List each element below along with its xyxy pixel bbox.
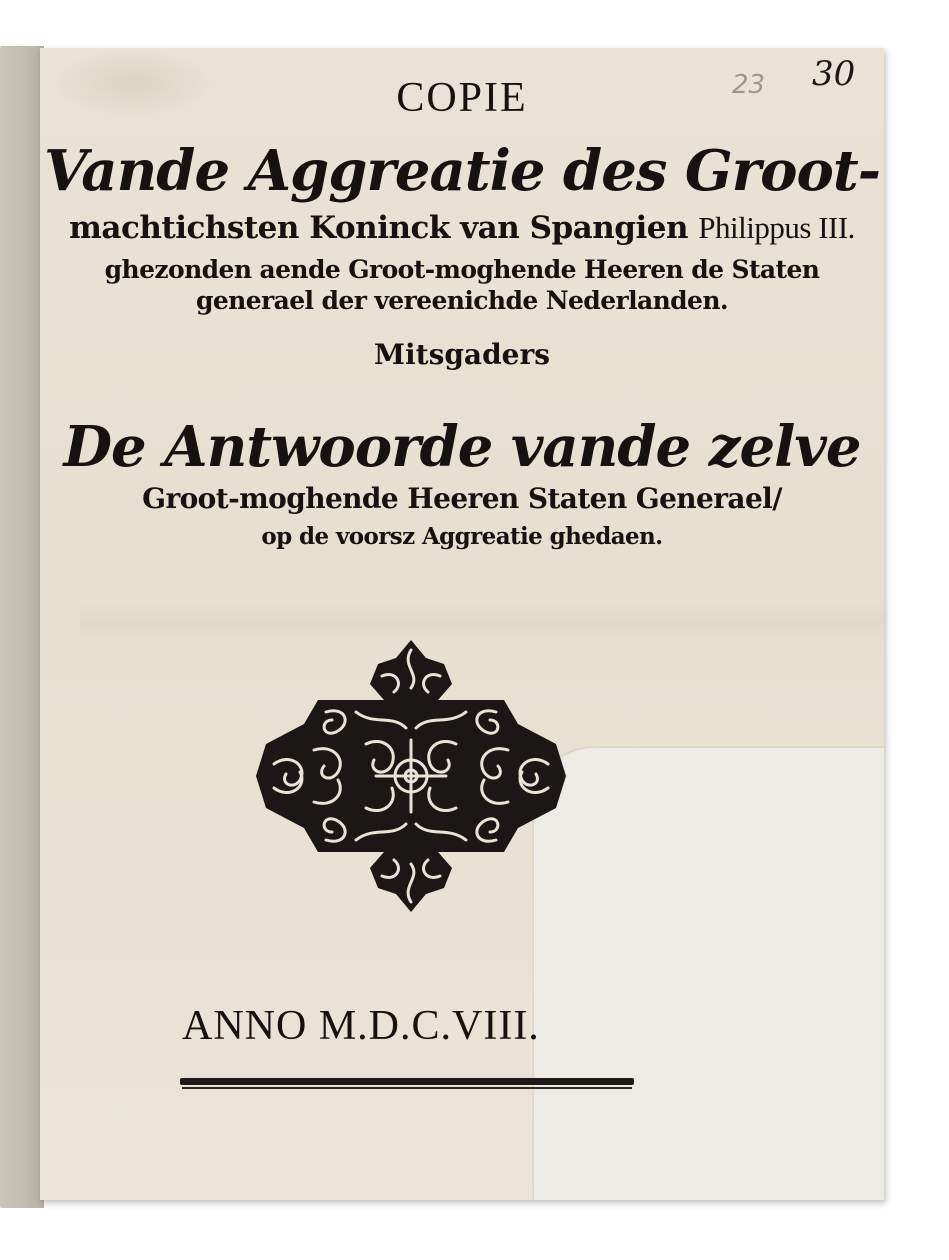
title-line-2 <box>40 210 884 246</box>
paper-fold-line <box>80 604 884 640</box>
pencil-annotation: 23 <box>732 70 766 100</box>
fleuron-ornament-icon <box>256 640 566 912</box>
ink-annotation: 30 <box>812 54 856 94</box>
title-page <box>40 48 884 1200</box>
title-line-3: ghezonden aende Groot-moghende Heeren de Staten <box>104 255 820 284</box>
title-line-5: Mitsgaders <box>374 338 550 371</box>
title-line-4: generael der vereenichde Nederlanden. <box>195 286 729 315</box>
title-line-2-blackletter: machtichsten Koninck van Spangien <box>69 210 688 246</box>
title-heading: COPIE <box>396 75 528 121</box>
book-cover-edge <box>0 46 44 1208</box>
title-line-7: Groot-moghende Heeren Staten Generael/ <box>142 482 782 515</box>
title-line-2-roman: Philippus III. <box>698 210 855 245</box>
printed-rule <box>180 1078 634 1085</box>
paper-repair-patch <box>534 748 884 1200</box>
title-line-6: De Antwoorde vande zelve <box>63 414 861 480</box>
title-line-1: Vande Aggreatie des Groot- <box>44 138 880 204</box>
imprint-year: ANNO M.D.C.VIII. <box>182 1003 540 1049</box>
title-line-8: op de voorsz Aggreatie ghedaen. <box>261 523 663 550</box>
